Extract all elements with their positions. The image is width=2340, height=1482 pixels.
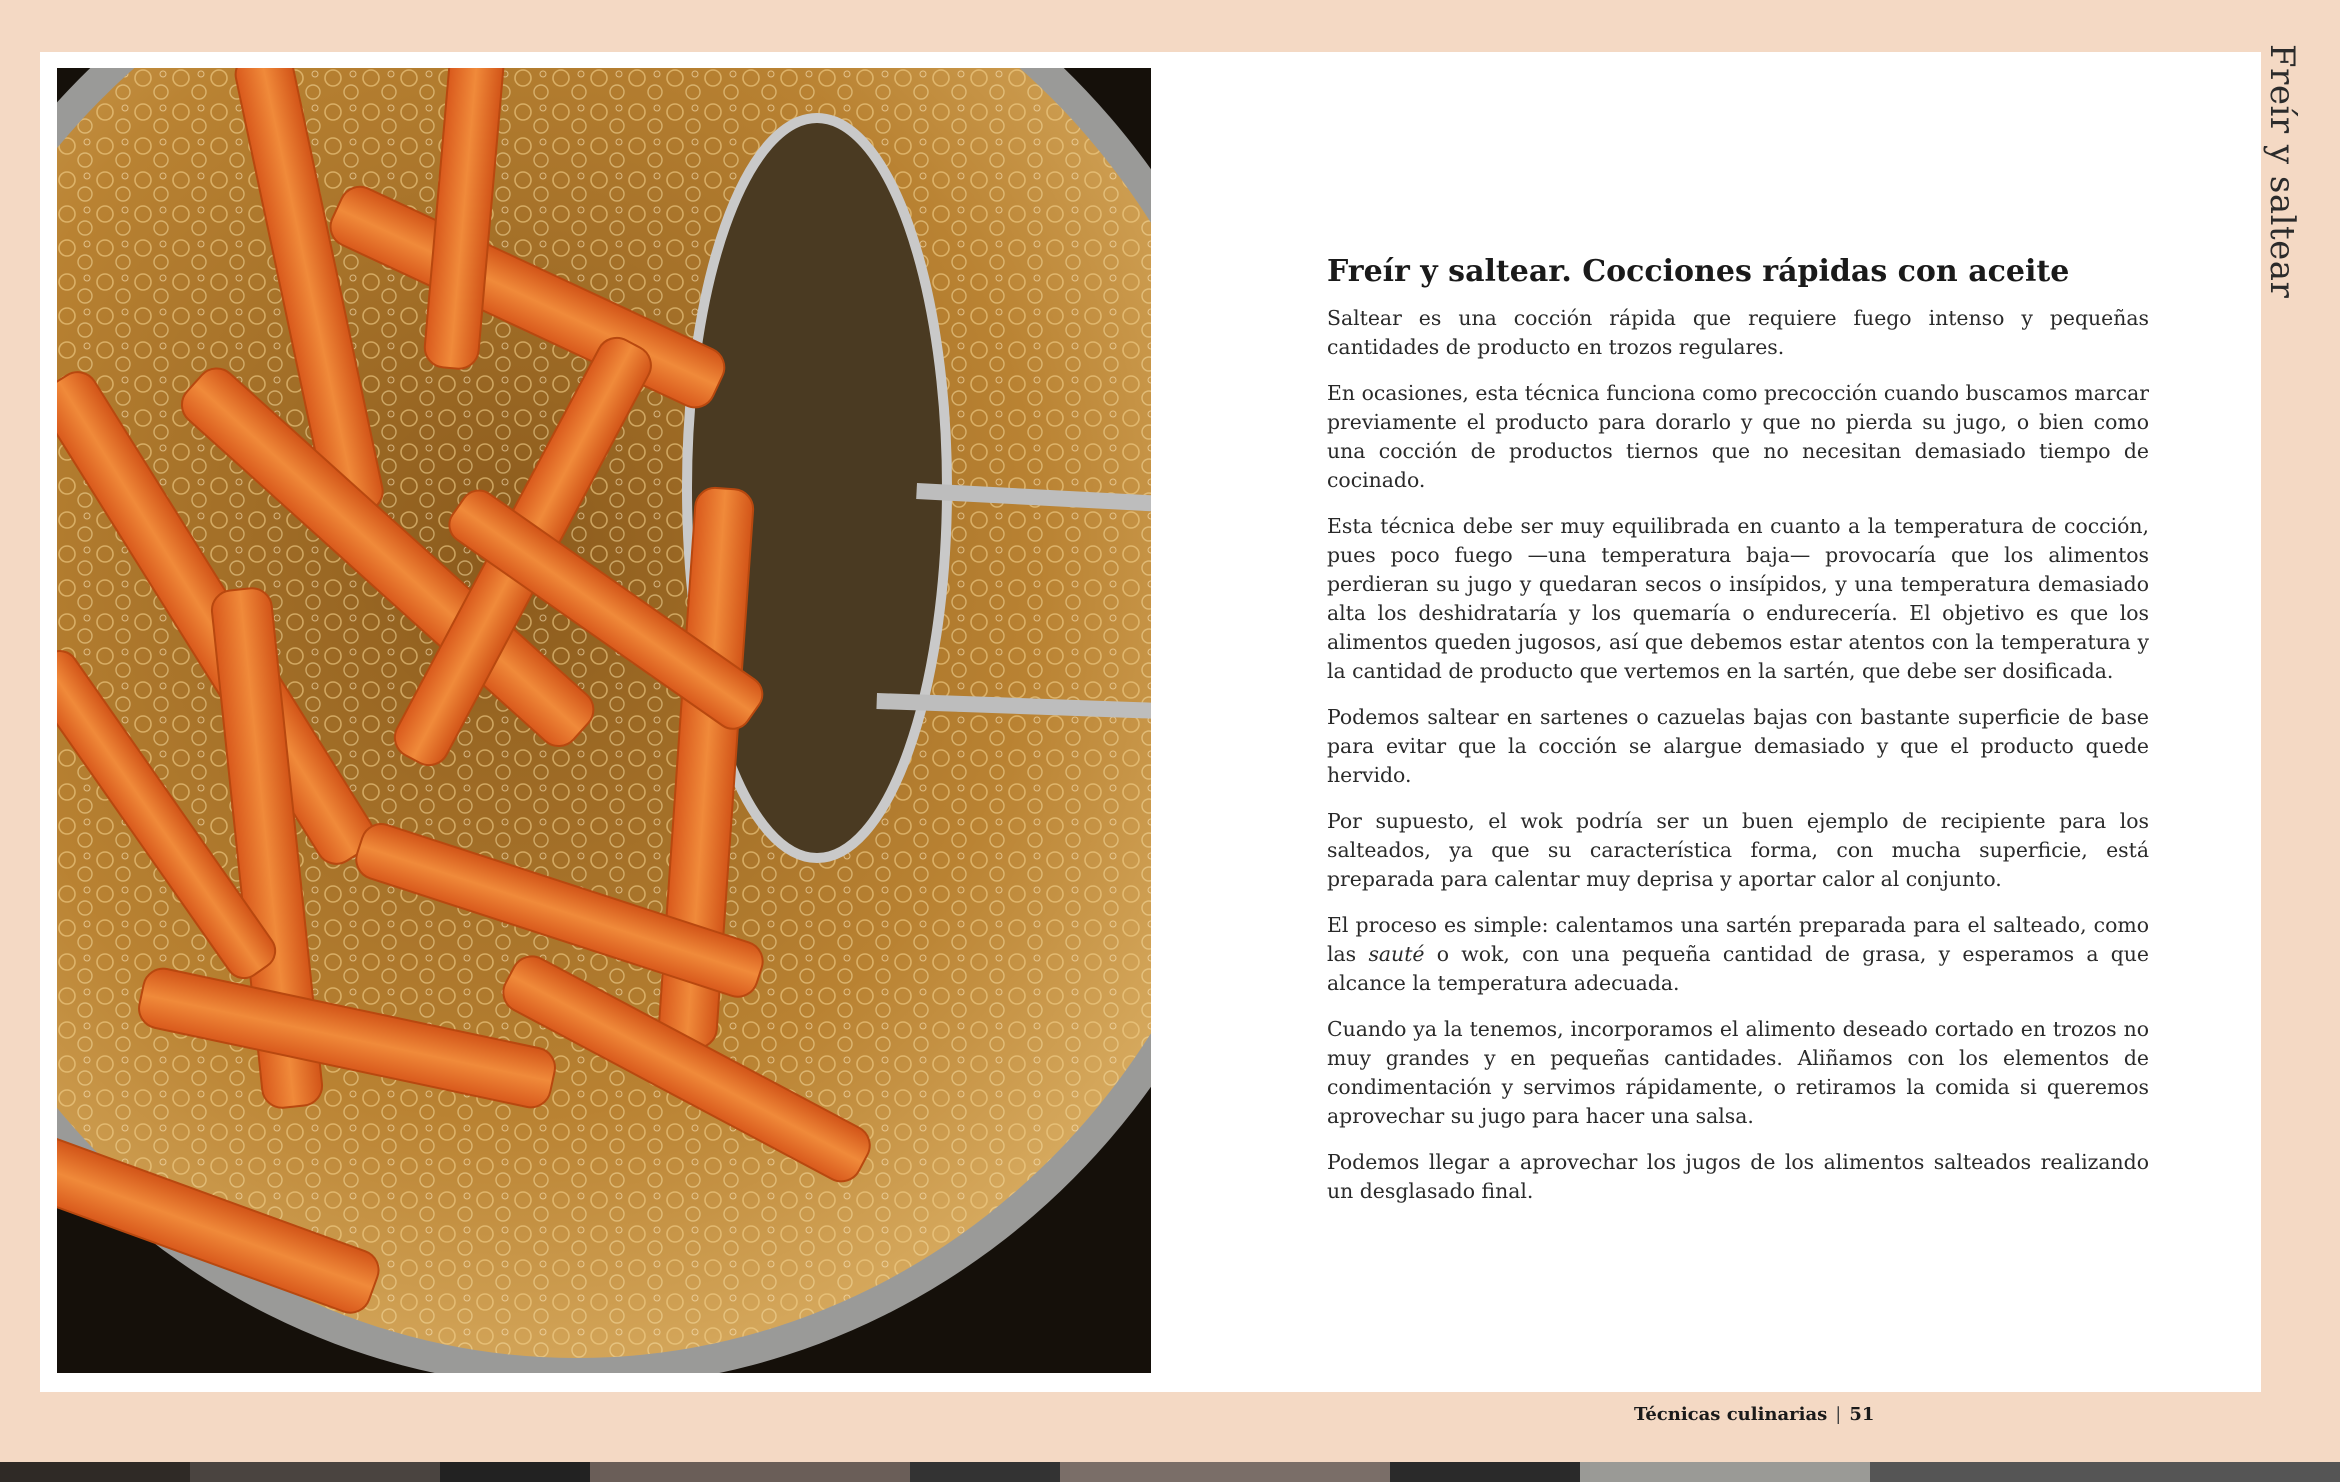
page-thumbnail[interactable]	[1870, 1462, 2340, 1482]
book-title: Técnicas culinarias	[1634, 1404, 1828, 1425]
folio-separator: |	[1835, 1404, 1842, 1425]
article-paragraph: Por supuesto, el wok podría ser un buen ejemplo de recipiente para los salteados, ya que su característica forma, con mucha superficie, está preparada para calentar muy deprisa y aportar calor al conjunto.	[1327, 809, 2149, 891]
paragraph-text: El proceso es simple: calentamos una sartén preparada para el salteado, como las	[1327, 913, 2149, 966]
article-paragraph: Cuando ya la tenemos, incorporamos el alimento deseado cortado en trozos no muy grandes y en pequeñas cantidades. Aliñamos con los elementos de condimentación y servimos rápidamente, o retiramos la comida si queremos aprovechar su jugo para hacer una salsa.	[1327, 1017, 2149, 1128]
article-paragraph: Saltear es una cocción rápida que requiere fuego intenso y pequeñas cantidades de producto en trozos regulares.	[1327, 306, 2149, 359]
page-thumbnail[interactable]	[190, 1462, 440, 1482]
paragraph-text: o wok, con una pequeña cantidad de grasa, y esperamos a que alcance la temperatura adecuada.	[1327, 942, 2150, 995]
article-paragraph: Esta técnica debe ser muy equilibrada en cuanto a la temperatura de cocción, pues poco fuego —una temperatura baja— provocaría que los alimentos perdieran su jugo y quedaran secos o insípidos, y una temperatura demasiado alta los deshidrataría y los quemaría o endurecería. El objetivo es que los alimentos queden jugosos, así que debemos estar atentos con la temperatura y la cantidad de producto que vertemos en la sartén, que debe ser dosificada.	[1327, 514, 2149, 683]
page-thumbnail[interactable]	[590, 1462, 910, 1482]
page-thumbnail[interactable]	[1390, 1462, 1580, 1482]
article-paragraph	[1327, 911, 2149, 998]
article-paragraph: En ocasiones, esta técnica funciona como precocción cuando buscamos marcar previamente el producto para dorarlo y que no pierda su jugo, o bien como una cocción de productos tiernos que no necesitan demasiado tiempo de cocinado.	[1327, 381, 2149, 492]
italic-term: sauté	[1368, 942, 1425, 966]
article	[1327, 252, 2149, 1223]
article-paragraph: Podemos llegar a aprovechar los jugos de los alimentos salteados realizando un desglasado final.	[1327, 1150, 2149, 1203]
page-thumbnail[interactable]	[0, 1462, 190, 1482]
chapter-side-title: Freír y saltear	[2262, 44, 2302, 299]
page-number: 51	[1849, 1404, 1875, 1425]
page-footer	[1634, 1404, 1874, 1425]
fries-frying-photo	[57, 68, 1151, 1373]
page-thumbnail-strip[interactable]	[0, 1462, 2340, 1482]
article-title: Freír y saltear. Cocciones rápidas con aceite	[1327, 254, 2070, 289]
page-thumbnail[interactable]	[1580, 1462, 1870, 1482]
article-paragraph: Podemos saltear en sartenes o cazuelas bajas con bastante superficie de base para evitar que la cocción se alargue demasiado y que el producto quede hervido.	[1327, 705, 2149, 787]
page-thumbnail[interactable]	[440, 1462, 590, 1482]
page-thumbnail[interactable]	[1060, 1462, 1390, 1482]
page-thumbnail[interactable]	[910, 1462, 1060, 1482]
